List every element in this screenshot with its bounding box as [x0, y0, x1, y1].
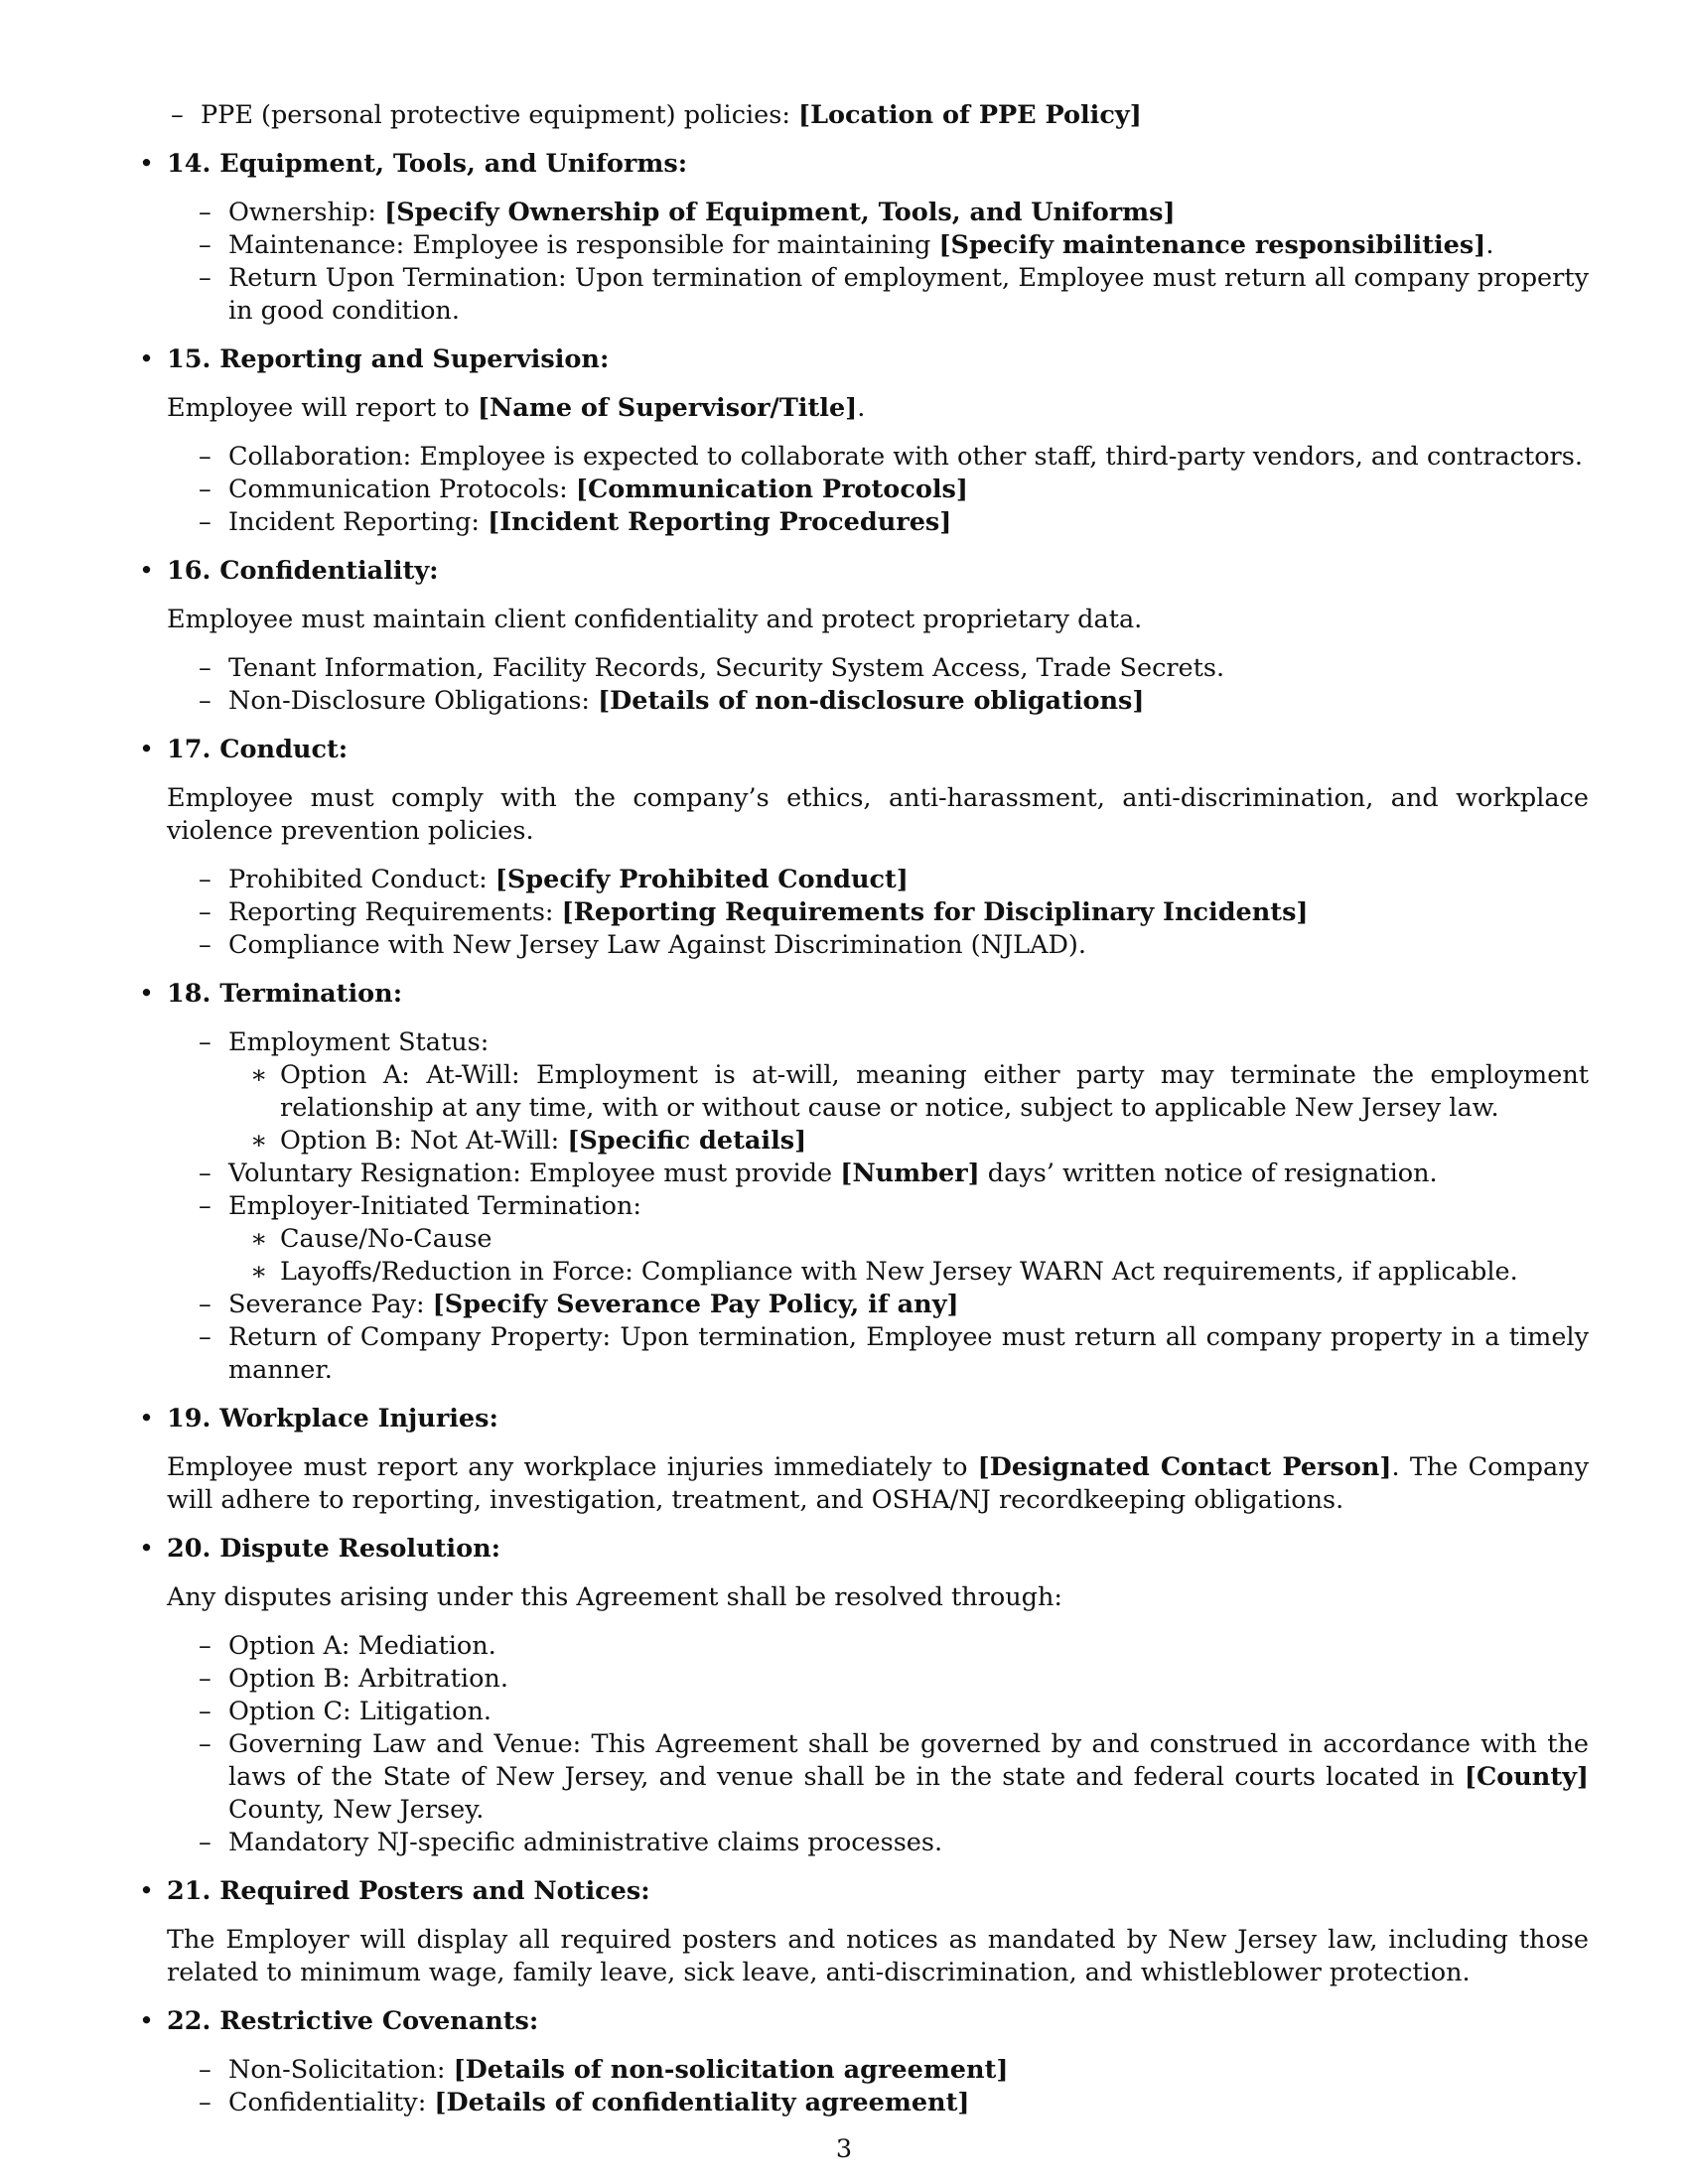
dash-marker: –: [199, 1664, 211, 1694]
section-title: 18. Termination:: [167, 979, 403, 1009]
placeholder: [Details of non-disclosure obligations]: [598, 686, 1145, 716]
section-19: [139, 1403, 1589, 1517]
section-list: [167, 197, 1589, 328]
section-22: [139, 2005, 1589, 2119]
sub-list-item: [228, 1223, 1589, 1256]
section-list: [167, 441, 1589, 539]
section-18: [139, 978, 1589, 1387]
section-21: [139, 1875, 1589, 1989]
sub-list-item: [228, 1059, 1589, 1125]
list-item: [167, 474, 1589, 506]
dash-marker: –: [199, 230, 211, 260]
placeholder: [Specify Ownership of Equipment, Tools, and Uniforms]: [384, 198, 1176, 227]
section-14: [139, 148, 1589, 328]
dash-marker: –: [199, 1828, 211, 1857]
section-intro: [167, 392, 1589, 425]
dash-marker: –: [199, 475, 211, 504]
bullet-marker: •: [139, 1404, 155, 1433]
dash-marker: –: [199, 897, 211, 927]
item-suffix: County, New Jersey.: [228, 1795, 485, 1825]
bullet-marker: •: [139, 979, 155, 1009]
item-label: Maintenance: Employee is responsible for maintaining: [228, 230, 939, 260]
star-marker: ∗: [250, 1224, 268, 1254]
list-item: [167, 262, 1589, 328]
dash-marker: –: [199, 1027, 211, 1057]
section-intro: Employee must maintain client confidentiality and protect proprietary data.: [167, 605, 1143, 634]
bullet-marker: •: [139, 1876, 155, 1906]
item-label: Non-Disclosure Obligations:: [228, 686, 599, 716]
section-intro: Any disputes arising under this Agreement shall be resolved through:: [167, 1582, 1062, 1612]
dash-marker: –: [199, 865, 211, 894]
list-item: [167, 1321, 1589, 1387]
page-number: 3: [835, 2134, 853, 2164]
list-item: [139, 99, 1589, 132]
intro-suffix: .: [857, 393, 866, 423]
bullet-marker: •: [139, 1534, 155, 1564]
bullet-marker: •: [139, 556, 155, 586]
dash-marker: –: [199, 1322, 211, 1352]
list-item: [167, 896, 1589, 929]
placeholder: [Specify maintenance responsibilities]: [938, 230, 1486, 260]
placeholder: [Specify Prohibited Conduct]: [494, 865, 909, 894]
item-text: Option A: At-Will: Employment is at-will, meaning either party may terminate the employment relationship at any time, with or without cause or notice, subject to applicable New Jersey law.: [280, 1060, 1589, 1123]
list-item: [167, 1190, 1589, 1289]
item-text: Return of Company Property: Upon termination, Employee must return all company property in a timely manner.: [228, 1322, 1589, 1385]
dash-marker: –: [199, 1697, 211, 1726]
section-title: 15. Reporting and Supervision:: [167, 344, 610, 374]
intro-text: Employee must report any workplace injuries immediately to: [167, 1452, 978, 1482]
item-text: Mandatory NJ-specific administrative claims processes.: [228, 1828, 943, 1857]
dash-marker: –: [199, 1290, 211, 1319]
item-label: Incident Reporting:: [228, 507, 489, 537]
list-item: [167, 1630, 1589, 1663]
section-list: [167, 2054, 1589, 2119]
dash-marker: –: [171, 100, 184, 130]
list-item: [167, 229, 1589, 262]
item-label: Severance Pay:: [228, 1290, 433, 1319]
section-list: [167, 1026, 1589, 1387]
dash-marker: –: [199, 263, 211, 293]
placeholder: [Designated Contact Person]: [977, 1452, 1392, 1482]
list-item: [167, 1026, 1589, 1158]
item-text: Employer-Initiated Termination:: [228, 1191, 641, 1221]
bullet-marker: •: [139, 2006, 155, 2036]
bullet-marker: •: [139, 344, 155, 374]
section-list: [167, 1630, 1589, 1859]
item-label: Prohibited Conduct:: [228, 865, 495, 894]
dash-marker: –: [199, 653, 211, 683]
section-title: 21. Required Posters and Notices:: [167, 1876, 650, 1906]
intro-suffix: . The Company will adhere to reporting, investigation, treatment, and OSHA/NJ recordkeeping obligations.: [167, 1452, 1589, 1515]
bullet-marker: •: [139, 735, 155, 764]
star-marker: ∗: [250, 1126, 268, 1156]
dash-marker: –: [199, 2088, 211, 2117]
placeholder: [County]: [1464, 1762, 1589, 1792]
placeholder: [Number]: [840, 1159, 980, 1188]
item-label: Option B: Not At-Will:: [280, 1126, 568, 1156]
bullet-marker: •: [139, 149, 155, 179]
placeholder: [Specify Severance Pay Policy, if any]: [432, 1290, 959, 1319]
item-label: Communication Protocols:: [228, 475, 576, 504]
placeholder: [Communication Protocols]: [575, 475, 968, 504]
item-suffix: .: [1485, 230, 1494, 260]
section-title: 19. Workplace Injuries:: [167, 1404, 498, 1433]
section-15: [139, 343, 1589, 539]
section-title: 16. Confidentiality:: [167, 556, 439, 586]
item-label: Reporting Requirements:: [228, 897, 562, 927]
item-text: Collaboration: Employee is expected to collaborate with other staff, third-party vendors, and contractors.: [228, 442, 1583, 472]
list-item: [167, 864, 1589, 896]
dash-marker: –: [199, 686, 211, 716]
section-17: [139, 734, 1589, 962]
list-item: [167, 1158, 1589, 1190]
list-item: [167, 441, 1589, 474]
item-text: Return Upon Termination: Upon termination of employment, Employee must return all company property in good condition.: [228, 263, 1589, 326]
ppe-list: [139, 99, 1589, 132]
section-title: 14. Equipment, Tools, and Uniforms:: [167, 149, 688, 179]
dash-marker: –: [199, 442, 211, 472]
star-marker: ∗: [250, 1257, 268, 1287]
list-item: [167, 2054, 1589, 2087]
placeholder: [Name of Supervisor/Title]: [477, 393, 858, 423]
item-label: Voluntary Resignation: Employee must provide: [228, 1159, 841, 1188]
item-text: Option B: Arbitration.: [228, 1664, 508, 1694]
section-title: 22. Restrictive Covenants:: [167, 2006, 539, 2036]
item-text: Option C: Litigation.: [228, 1697, 492, 1726]
item-suffix: days’ written notice of resignation.: [979, 1159, 1438, 1188]
item-label: Ownership:: [228, 198, 385, 227]
item-label: Governing Law and Venue: This Agreement shall be governed by and construed in accordance with the laws of the State of New Jersey, and venue shall be in the state and federal courts located in: [228, 1729, 1589, 1792]
list-item: [167, 1728, 1589, 1827]
placeholder: [Details of confidentiality agreement]: [434, 2088, 970, 2117]
list-item: [167, 1827, 1589, 1859]
list-item: [167, 197, 1589, 229]
sub-list-item: [228, 1256, 1589, 1289]
item-label: Confidentiality:: [228, 2088, 435, 2117]
section-title: 17. Conduct:: [167, 735, 349, 764]
section-list: [167, 652, 1589, 718]
list-item: [167, 929, 1589, 962]
item-text: Compliance with New Jersey Law Against Discrimination (NJLAD).: [228, 930, 1086, 960]
star-marker: ∗: [250, 1060, 268, 1090]
placeholder: [Reporting Requirements for Disciplinary Incidents]: [561, 897, 1309, 927]
section-intro: The Employer will display all required posters and notices as mandated by New Jersey law, including those related to minimum wage, family leave, sick leave, anti-discrimination, and whistleblower protection.: [167, 1925, 1589, 1987]
section-title: 20. Dispute Resolution:: [167, 1534, 501, 1564]
list-item: [167, 1289, 1589, 1321]
list-item: [167, 2087, 1589, 2119]
placeholder: [Specific details]: [567, 1126, 807, 1156]
list-item: [167, 685, 1589, 718]
section-intro: Employee must comply with the company’s ethics, anti-harassment, anti-discrimination, and workplace violence prevention policies.: [167, 783, 1589, 846]
sub-list: [228, 1059, 1589, 1158]
placeholder: [Details of non-solicitation agreement]: [453, 2055, 1009, 2085]
dash-marker: –: [199, 930, 211, 960]
dash-marker: –: [199, 1729, 211, 1759]
section-intro: [167, 1451, 1589, 1517]
list-item: [167, 652, 1589, 685]
placeholder: [Location of PPE Policy]: [798, 100, 1142, 130]
list-item: [167, 1663, 1589, 1696]
dash-marker: –: [199, 2055, 211, 2085]
section-20: [139, 1533, 1589, 1859]
section-16: [139, 555, 1589, 718]
sub-list-item: [228, 1125, 1589, 1158]
section-list: [167, 864, 1589, 962]
dash-marker: –: [199, 507, 211, 537]
dash-marker: –: [199, 198, 211, 227]
sub-list: [228, 1223, 1589, 1289]
list-item: [167, 1696, 1589, 1728]
item-label: PPE (personal protective equipment) policies:: [201, 100, 790, 130]
list-item: [167, 506, 1589, 539]
item-label: Non-Solicitation:: [228, 2055, 454, 2085]
item-text: Layoffs/Reduction in Force: Compliance with New Jersey WARN Act requirements, if applicable.: [280, 1257, 1518, 1287]
dash-marker: –: [199, 1191, 211, 1221]
item-text: Option A: Mediation.: [228, 1631, 496, 1661]
dash-marker: –: [199, 1159, 211, 1188]
dash-marker: –: [199, 1631, 211, 1661]
item-text: Employment Status:: [228, 1027, 490, 1057]
placeholder: [Incident Reporting Procedures]: [488, 507, 952, 537]
document-body: [139, 99, 1589, 2119]
intro-text: Employee will report to: [167, 393, 478, 423]
item-text: Tenant Information, Facility Records, Security System Access, Trade Secrets.: [228, 653, 1225, 683]
item-text: Cause/No-Cause: [280, 1224, 492, 1254]
